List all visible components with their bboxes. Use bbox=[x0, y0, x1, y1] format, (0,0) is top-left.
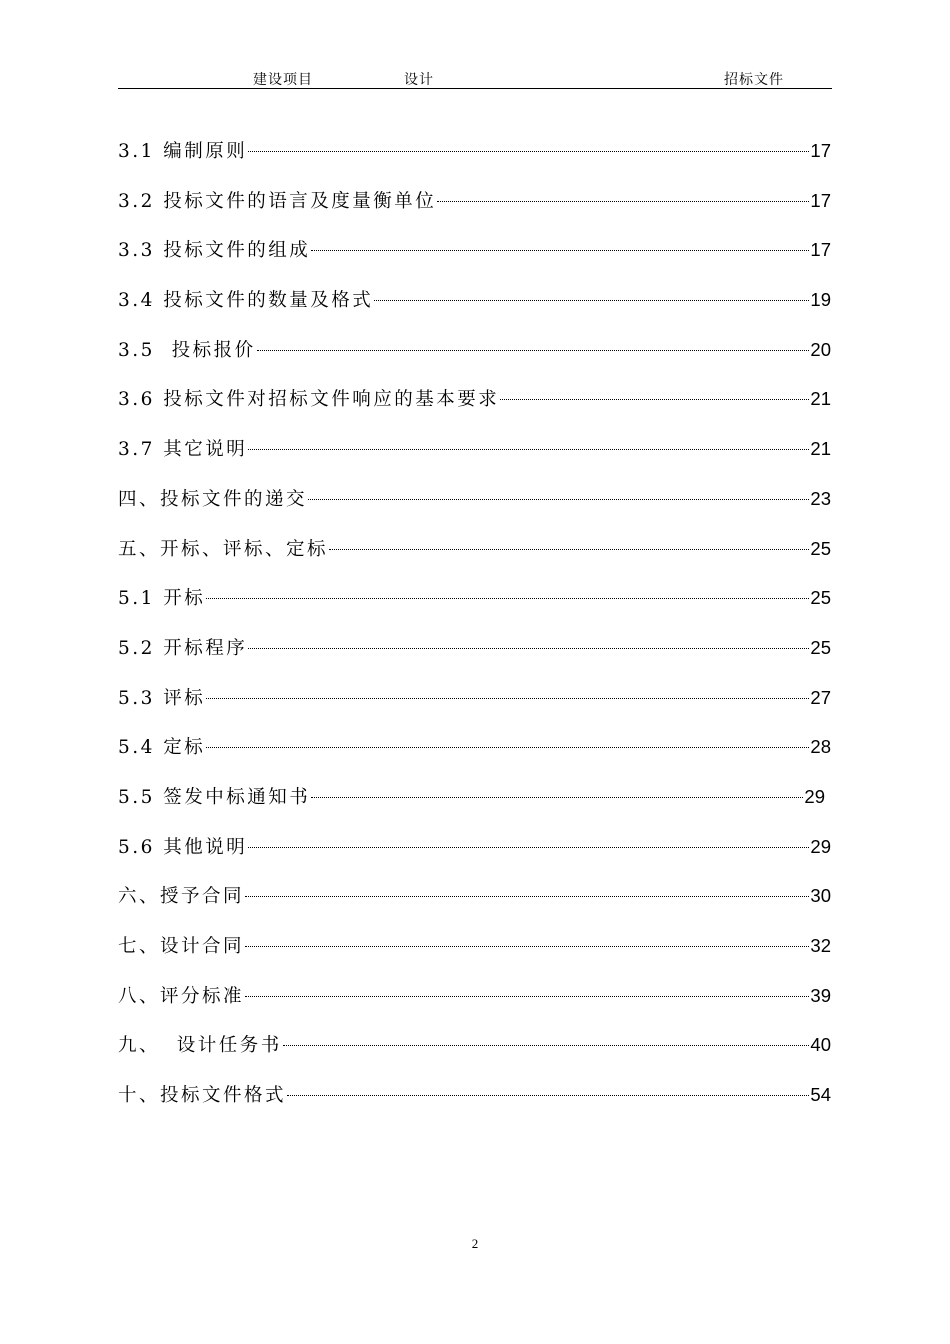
toc-entry[interactable] bbox=[118, 187, 831, 237]
toc-dot-leader bbox=[248, 847, 809, 848]
toc-dot-leader bbox=[248, 151, 809, 152]
toc-entry-page: 27 bbox=[810, 686, 831, 708]
toc-entry-page: 32 bbox=[810, 935, 831, 956]
page-number: 2 bbox=[471, 1236, 479, 1251]
toc-dot-leader bbox=[206, 747, 809, 748]
toc-entry[interactable] bbox=[118, 684, 831, 734]
toc-entry-title: 3.3 投标文件的组成 bbox=[118, 240, 311, 262]
toc-entry[interactable] bbox=[118, 236, 831, 286]
toc-dot-leader bbox=[311, 250, 809, 251]
toc-dot-leader bbox=[329, 549, 809, 550]
toc-entry-title: 5.4 定标 bbox=[118, 737, 206, 759]
toc-entry-page: 29 bbox=[810, 835, 831, 857]
toc-entry[interactable] bbox=[118, 634, 831, 684]
toc-dot-leader bbox=[311, 797, 803, 798]
toc-entry-title: 四、投标文件的递交 bbox=[118, 488, 308, 510]
toc-entry-page: 19 bbox=[810, 289, 831, 311]
toc-dot-leader bbox=[248, 648, 809, 649]
header-document-type: 招标文件 bbox=[724, 72, 784, 88]
toc-entry[interactable] bbox=[118, 286, 831, 336]
toc-entry-title: 5.6 其他说明 bbox=[118, 836, 248, 858]
toc-dot-leader bbox=[248, 449, 809, 450]
toc-entry-page: 17 bbox=[810, 239, 831, 261]
toc-entry-title: 3.6 投标文件对招标文件响应的基本要求 bbox=[118, 389, 500, 411]
toc-entry-page: 23 bbox=[810, 487, 831, 509]
toc-entry-page: 21 bbox=[810, 388, 831, 410]
toc-dot-leader bbox=[257, 350, 810, 351]
toc-entry[interactable] bbox=[118, 882, 831, 932]
toc-entry-title: 3.1 编制原则 bbox=[118, 141, 248, 162]
toc-entry-page: 21 bbox=[810, 438, 831, 460]
toc-entry-page: 25 bbox=[810, 636, 831, 658]
toc-dot-leader bbox=[437, 201, 809, 202]
toc-entry-page: 20 bbox=[810, 338, 831, 360]
toc-dot-leader bbox=[500, 399, 809, 400]
toc-entry-title: 5.5 签发中标通知书 bbox=[118, 786, 311, 808]
toc-dot-leader bbox=[283, 1045, 810, 1046]
toc-entry-title: 十、投标文件格式 bbox=[118, 1085, 287, 1107]
toc-dot-leader bbox=[245, 896, 809, 897]
toc-entry-title: 七、设计合同 bbox=[118, 936, 245, 957]
toc-entry-page: 25 bbox=[810, 587, 831, 609]
toc-entry-page: 54 bbox=[810, 1084, 831, 1106]
toc-entry[interactable] bbox=[118, 833, 831, 883]
toc-dot-leader bbox=[245, 946, 809, 947]
toc-dot-leader bbox=[287, 1095, 809, 1096]
table-of-contents bbox=[118, 137, 831, 1131]
toc-dot-leader bbox=[206, 698, 809, 699]
toc-dot-leader bbox=[374, 300, 809, 301]
toc-entry-page: 28 bbox=[810, 736, 831, 758]
toc-entry-page: 40 bbox=[810, 1034, 831, 1056]
toc-entry[interactable] bbox=[118, 1081, 831, 1131]
toc-entry-title: 3.2 投标文件的语言及度量衡单位 bbox=[118, 190, 437, 212]
toc-entry-title: 5.3 评标 bbox=[118, 687, 206, 709]
toc-entry[interactable] bbox=[118, 137, 831, 187]
toc-entry[interactable] bbox=[118, 385, 831, 435]
toc-entry-title: 八、评分标准 bbox=[118, 985, 245, 1007]
toc-entry-page: 39 bbox=[810, 984, 831, 1006]
toc-dot-leader bbox=[245, 996, 809, 997]
toc-entry-page: 29 bbox=[804, 785, 825, 807]
toc-entry-title: 九、 设计任务书 bbox=[118, 1035, 282, 1057]
header-design-label: 设计 bbox=[404, 72, 434, 88]
toc-entry-page: 17 bbox=[810, 140, 831, 161]
toc-entry[interactable] bbox=[118, 932, 831, 982]
toc-entry-title: 3.5 投标报价 bbox=[118, 339, 256, 361]
toc-dot-leader bbox=[308, 499, 809, 500]
toc-entry-page: 17 bbox=[810, 189, 831, 211]
toc-entry[interactable] bbox=[118, 336, 831, 386]
toc-entry[interactable] bbox=[118, 982, 831, 1032]
toc-entry-title: 3.7 其它说明 bbox=[118, 439, 248, 461]
toc-entry[interactable] bbox=[118, 435, 831, 485]
toc-entry[interactable] bbox=[118, 485, 831, 535]
page-header bbox=[118, 66, 832, 89]
toc-entry[interactable] bbox=[118, 783, 831, 833]
toc-entry-title: 5.1 开标 bbox=[118, 588, 206, 610]
toc-dot-leader bbox=[206, 598, 809, 599]
toc-entry-title: 5.2 开标程序 bbox=[118, 637, 248, 659]
toc-entry[interactable] bbox=[118, 584, 831, 634]
toc-entry[interactable] bbox=[118, 1031, 831, 1081]
toc-entry[interactable] bbox=[118, 733, 831, 783]
toc-entry[interactable] bbox=[118, 535, 831, 585]
toc-entry-page: 25 bbox=[810, 537, 831, 559]
toc-entry-title: 3.4 投标文件的数量及格式 bbox=[118, 290, 374, 312]
toc-entry-title: 六、授予合同 bbox=[118, 886, 245, 908]
toc-entry-page: 30 bbox=[810, 885, 831, 907]
header-project-label: 建设项目 bbox=[253, 72, 313, 88]
toc-entry-title: 五、开标、评标、定标 bbox=[118, 538, 329, 560]
